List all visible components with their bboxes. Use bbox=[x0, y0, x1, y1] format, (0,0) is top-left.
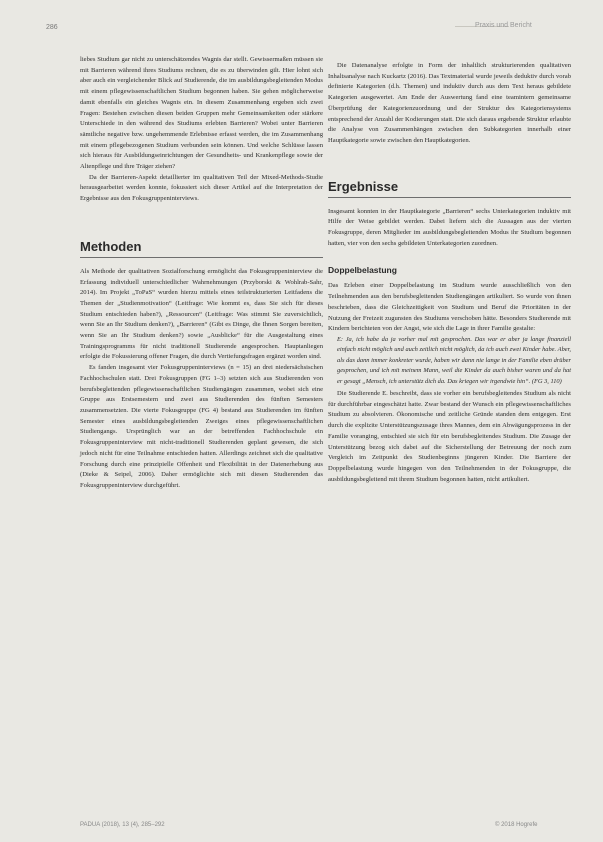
methods-paragraph-1: Als Methode der qualitativen Sozialforschung ermöglicht das Fokusgruppeninterview die Erfassung individuell unterschiedlicher Wahrnehmungen (Przyborski & Wohlrab-Sahr, 2014). Im Projekt „ToPaS“ wurden hierzu mittels eines teilstrukturierten Leitfadens die Themen der „Studienmotivation“ (Leitfrage: Wie kommt es, dass Sie sich für dieses Studium entschieden haben?), „Ressourcen“ (Leitfrage: Was stimmt Sie zuversichtlich, wenn Sie an Ihr Studium denken?), „Barrieren“ (Gibt es Dinge, die Ihnen Sorgen bereiten, wenn Sie an Ihr Studium denken?) sowie „Ausblicke“ für die Ausgestaltung eines Trainingsprogramms für nicht traditionell Studierende angesprochen. Hauptanliegen erfolgte die Fokussierung offener Fragen, die durch Vertiefungsfragen ergänzt worden sind. bbox=[80, 267, 323, 361]
right-column bbox=[328, 61, 571, 485]
methods-heading: Methoden bbox=[80, 239, 323, 258]
results-intro: Insgesamt konnten in der Hauptkategorie „Barrieren“ sechs Unterkategorien induktiv mit Hilfe der Weise gebildet werden. Dabei liefern sich die Aussagen aus der vierten Fokusgruppe, deren Mitglieder im ausbildungsbegleitenden Modus ihr Studium begonnen hatten, vier von den sechs gebildeten Unterkategorien zuordnen. bbox=[328, 207, 571, 247]
page-number: 286 bbox=[46, 24, 58, 31]
methods-paragraph-2: Es fanden insgesamt vier Fokusgruppeninterviews (n = 15) an drei niedersächsischen Fachhochschulen statt. Drei Fokusgruppen (FG 1–3) setzten sich aus Studierenden von berufsbegleitenden pflegewissenschaftlichen Studiengängen zusammen, wobei sich eine Gruppe aus Erstsemestern und zwei aus Studierenden des fünften Semesters zusammensetzten. Die vierte Fokusgruppe (FG 4) bestand aus Studierenden im fünften Semester eines ausbildungsbegleitenden Zweiges eines pflegewissenschaftlichen Studiengangs. Ursprünglich war an der betreffenden Fachhochschule ein Fokusgruppeninterview mit nicht-traditionell Studierenden geplant gewesen, die sich jedoch nicht für eine Teilnahme entschieden hatten. Allerdings zeichnet sich die qualitative Forschung durch eine prinzipielle Offenheit und Flexibilität in der Datenerhebung aus (Dieke & Seipel, 2006). Daher ermöglichte sich mit diesen Studierenden das Fokusgruppeninterview durchgeführt. bbox=[80, 364, 323, 489]
footer-publisher: © 2018 Hogrefe bbox=[495, 822, 538, 828]
analysis-paragraph: Die Datenanalyse erfolgte in Form der inhaltlich strukturierenden qualitativen Inhaltsanalyse nach Kuckartz (2016). Das Textmaterial wurde jeweils deduktiv durch vorab definierte Kategorien (d.h. Themen) und induktiv durch aus dem Text heraus gebildete Kategorien ausgewertet. Am Ende der Auswertung fand eine teamintern gemeinsame Überprüfung der Kategorienzuordnung und der Struktur des Kategoriensystems entsprechend der Anzahl der Kodierungen statt. Die sich daraus ergebende Struktur erlaubte die Analyse von Zusammenhängen zwischen den Subkategorien innerhalb einer Hauptkategorie sowie zwischen den Hauptkategorien. bbox=[328, 62, 571, 144]
intro-paragraph-1: liebes Studium gar nicht zu unterschätzendes Wagnis dar stellt. Gewissermaßen müssen sie mit Barrieren während ihres Studiums rechnen, die es zu überwinden gilt. Hier lohnt sich aber auch ein vergleichender Blick auf Studierende, die im ausbildungsbegleitenden Modus mit einem pflegewissenschaftlichen Studium begonnen haben. Sie gehen möglicherweise damit ebenfalls ein gleiches Wagnis ein. In diesem Zusammenhang ergeben sich zwei Fragen: Bestehen zwischen diesen beiden Gruppen mehr Gemeinsamkeiten oder stärkere Unterschiede in den während des Studiums erlebten Barrieren? Wobei unter Barrieren sämtliche negative bzw. ungehemmende Erlebnisse erfasst werden, die im Zusammenhang mit einem pflegebezogenen Studium verbunden sein können. Und welche Schlüsse lassen sich hieraus für Ausbildungseinrichtungen der Gesundheits- und Krankenpflege sowie der Altenpflege und ihre Träger ziehen? bbox=[80, 56, 323, 171]
sub-paragraph-2: Die Studierende E. beschreibt, dass sie vorher ein berufsbegleitendes Studium als nicht für durchführbar eingeschätzt hatte. Zwar bestand der Wunsch ein pflegewissenschaftliches Studium zu absolvieren. Ökonomische und zeitliche Gründe standen dem entgegen. Erst durch die explizite Unterstützungszusage ihres Mannes, dem ein Abwägungsprozess in der Familie voranging, entschied sie sich für ein berufsbegleitendes Studium. Die Zusage der Unterstützung bezog sich dabei auf die Sicherstellung der Betreuung der noch zum Vergleich im Zeitpunkt des Studienbeginns jüngeren Kinder. Die Barriere der Doppelbelastung wurde hingegen von den Teilnehmenden in der Fokusgruppe, die ausbildungsbegleitend mit ihrem Studium begonnen hatten, nicht artikuliert. bbox=[328, 389, 571, 483]
intro-paragraph-2: Da der Barrieren-Aspekt detaillierter im qualitativen Teil der Mixed-Methods-Studie herausgearbeitet werden konnte, fokussiert sich dieser Artikel auf die Interpretation der Ergebnisse aus den Fokusgruppeninterviews. bbox=[80, 173, 323, 203]
sub-paragraph-1: Das Erleben einer Doppelbelastung im Studium wurde ausschließlich von den Teilnehmenden aus den berufsbegleitenden Studiengängen artikuliert. So wurde von ihnen beschrieben, dass die Gleichzeitigkeit von Studium und Beruf die Prioritäten in der Nutzung der Freizeit zugunsten des Studiums verschoben hätte. Besonders Studierende mit Kindern berichteten von der Angst, wie sich die Lage in ihrer Familie gestalte: bbox=[328, 282, 571, 333]
interview-quote: E: Ja, ich habe da ja vorher mal mit gesprochen. Das war er aber ja lange finanziell einfach nicht möglich und auch zeitlich nicht möglich, da ich auch zwei Kinder habe. Aber, als das dann immer konkreter wurde, haben wir dann nie lange in der Familie eben drüber gesprochen, und ich mit meinem Mann, weil die Kinder da auch bisher waren und da hat er gesagt „Mensch, ich unterstütz dich da. Das kriegen wir irgendwie hin“. (FG 3, 110) bbox=[337, 335, 571, 385]
footer-citation: PADUA (2018), 13 (4), 285–292 bbox=[80, 822, 165, 828]
running-title: Praxis und Bericht bbox=[475, 22, 532, 29]
results-heading: Ergebnisse bbox=[328, 179, 571, 198]
subheading-doppelbelastung: Doppelbelastung bbox=[328, 265, 397, 276]
left-column bbox=[80, 55, 323, 492]
